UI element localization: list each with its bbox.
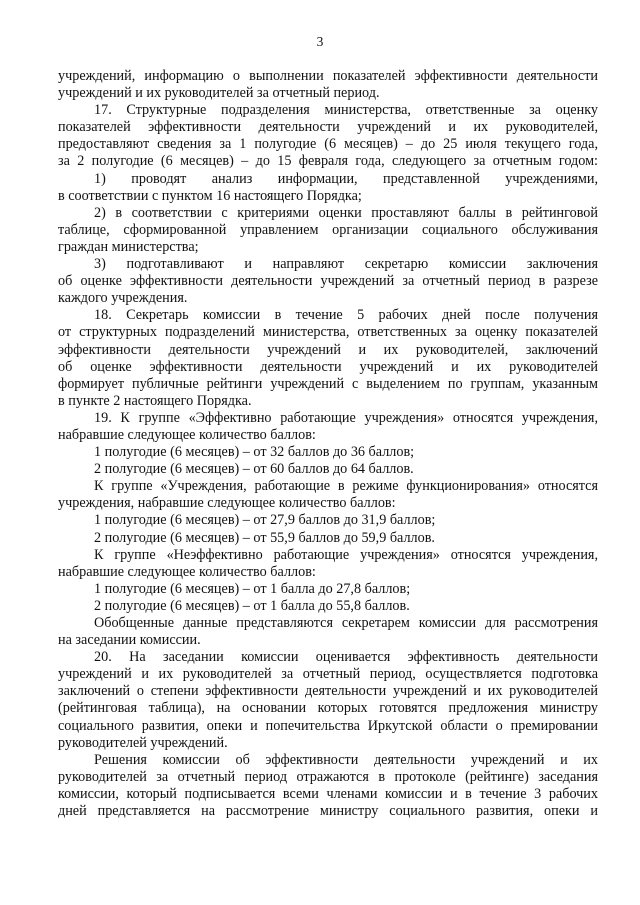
text-line: учреждений и их руководителей за отчетный период, осуществляется подготовка [58, 666, 598, 683]
text-line: учреждений и их руководителей за отчетный период. [58, 85, 380, 102]
text-line: 1 полугодие (6 месяцев) – от 1 балла до 27,8 баллов; [94, 580, 411, 597]
text-line: от структурных подразделений министерства, ответственных за оценку показателей [58, 324, 598, 341]
text-line: 2) в соответствии с критериями оценки проставляют баллы в рейтинговой [94, 204, 598, 221]
text-line: 1 полугодие (6 месяцев) – от 32 баллов до 36 баллов; [94, 444, 415, 461]
text-line: граждан министерства; [58, 238, 199, 255]
text-line: 3) подготавливают и направляют секретарю комиссии заключения [94, 256, 598, 273]
text-line: комиссии, который подписывается всеми членами комиссии и в течение 3 рабочих [58, 785, 598, 802]
text-line: руководителей за отчетный период отражаются в протоколе (рейтинге) заседания [58, 768, 598, 785]
text-line: об оценке эффективности деятельности учреждений и их руководителей [58, 358, 598, 375]
text-line: об оценке эффективности деятельности учреждений за отчетный период в разрезе [58, 273, 598, 290]
text-line: таблице, сформированной управлением организации социального обслуживания [58, 221, 598, 238]
text-line: 1) проводят анализ информации, представленной учреждениями, [94, 170, 598, 187]
text-line: (рейтинговая таблица), на основании которых готовятся предложения министру [58, 700, 598, 717]
text-line: 2 полугодие (6 месяцев) – от 55,9 баллов до 59,9 баллов. [94, 529, 435, 546]
text-line: формирует публичные рейтинги учреждений с выделением по группам, указанным [58, 375, 598, 392]
text-line: показателей эффективности деятельности учреждений и их руководителей, [58, 119, 598, 136]
document-body [58, 68, 598, 820]
text-line: эффективности деятельности учреждений и их руководителей, заключений [58, 341, 598, 358]
text-line: 19. К группе «Эффективно работающие учреждения» относятся учреждения, [94, 409, 598, 426]
text-line: руководителей учреждений. [58, 734, 228, 751]
text-line: 2 полугодие (6 месяцев) – от 60 баллов до 64 баллов. [94, 461, 414, 478]
text-line: К группе «Неэффективно работающие учреждения» относятся учреждения, [94, 546, 598, 563]
text-line: в соответствии с пунктом 16 настоящего Порядка; [58, 187, 362, 204]
text-line: дней представляется на рассмотрение министру социального развития, опеки и [58, 803, 598, 820]
text-line: предоставляют сведения за 1 полугодие (6 месяцев) – до 25 июля текущего года, [58, 136, 598, 153]
text-line: 18. Секретарь комиссии в течение 5 рабочих дней после получения [94, 307, 598, 324]
text-line: социального развития, опеки и попечительства Иркутской области о премировании [58, 717, 598, 734]
text-line: Решения комиссии об эффективности деятельности учреждений и их [94, 751, 598, 768]
text-line: на заседании комиссии. [58, 632, 201, 649]
text-line: в пункте 2 настоящего Порядка. [58, 392, 252, 409]
text-line: К группе «Учреждения, работающие в режиме функционирования» относятся [94, 478, 598, 495]
text-line: Обобщенные данные представляются секретарем комиссии для рассмотрения [94, 615, 598, 631]
text-line: каждого учреждения. [58, 290, 188, 307]
text-line: набравшие следующее количество баллов: [58, 563, 316, 580]
text-line: учреждения, набравшие следующее количество баллов: [58, 495, 396, 512]
text-line: заключений о степени эффективности деятельности учреждений и их руководителей [58, 683, 598, 700]
text-line: 20. На заседании комиссии оценивается эффективность деятельности [94, 649, 598, 666]
text-line: 2 полугодие (6 месяцев) – от 1 балла до 55,8 баллов. [94, 597, 410, 614]
text-line: 17. Структурные подразделения министерства, ответственные за оценку [94, 102, 598, 119]
text-line: 1 полугодие (6 месяцев) – от 27,9 баллов до 31,9 баллов; [94, 512, 436, 529]
text-line: учреждений, информацию о выполнении показателей эффективности деятельности [58, 68, 598, 84]
page-number: 3 [316, 34, 324, 49]
text-line: за 2 полугодие (6 месяцев) – до 15 февраля года, следующего за отчетным годом: [58, 153, 598, 170]
text-line: набравшие следующее количество баллов: [58, 426, 316, 443]
